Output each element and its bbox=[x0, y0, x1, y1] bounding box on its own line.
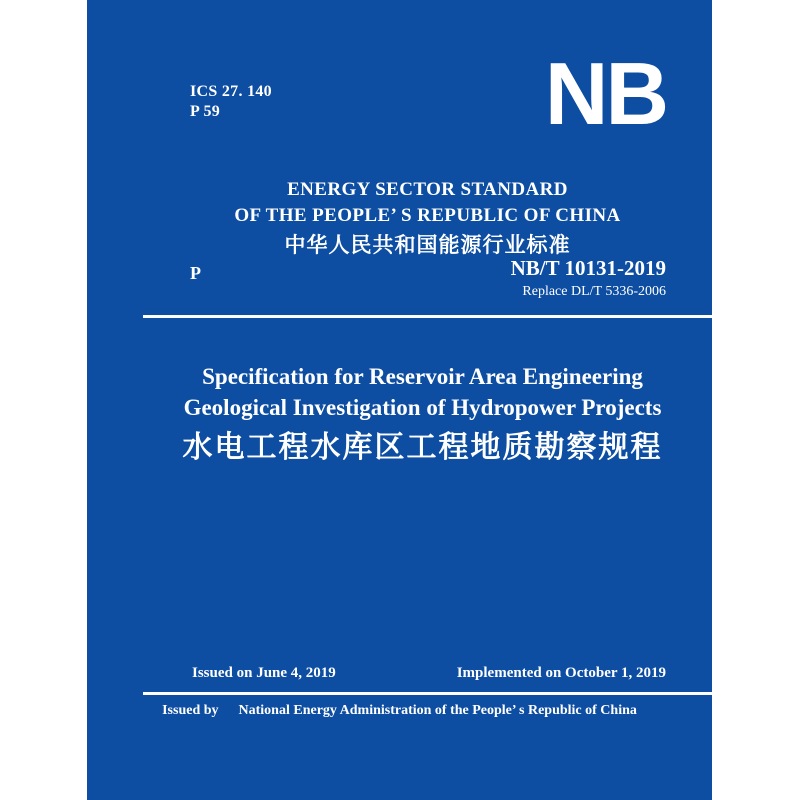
nb-logo: NB bbox=[544, 44, 666, 143]
replaces-note: Replace DL/T 5336-2006 bbox=[522, 284, 666, 299]
standard-heading bbox=[143, 177, 712, 259]
classification-code: P 59 bbox=[190, 103, 221, 120]
title-english-line1: Specification for Reservoir Area Engineering bbox=[202, 364, 643, 389]
title-chinese: 水电工程水库区工程地质勘察规程 bbox=[182, 431, 663, 464]
issued-by-value: National Energy Administration of the People’ s Republic of China bbox=[238, 703, 637, 718]
heading-line1: ENERGY SECTOR STANDARD bbox=[287, 179, 568, 200]
issued-date: Issued on June 4, 2019 bbox=[192, 665, 336, 681]
ics-code: ICS 27. 140 bbox=[190, 83, 272, 100]
p-mark: P bbox=[190, 263, 201, 283]
standard-cover bbox=[87, 0, 712, 800]
standard-number: NB/T 10131-2019 bbox=[510, 256, 666, 280]
implemented-date: Implemented on October 1, 2019 bbox=[456, 665, 666, 681]
document-title bbox=[133, 361, 712, 466]
heading-line2: OF THE PEOPLE’ S REPUBLIC OF CHINA bbox=[234, 205, 621, 226]
issuing-authority-line bbox=[87, 703, 712, 719]
top-divider-rule bbox=[143, 315, 712, 318]
title-english-line2: Geological Investigation of Hydropower Projects bbox=[183, 395, 662, 420]
ics-classification-block bbox=[190, 82, 272, 122]
heading-line3-chinese: 中华人民共和国能源行业标准 bbox=[284, 234, 571, 257]
issued-by-label: Issued by bbox=[162, 703, 219, 718]
bottom-divider-rule bbox=[143, 692, 712, 695]
